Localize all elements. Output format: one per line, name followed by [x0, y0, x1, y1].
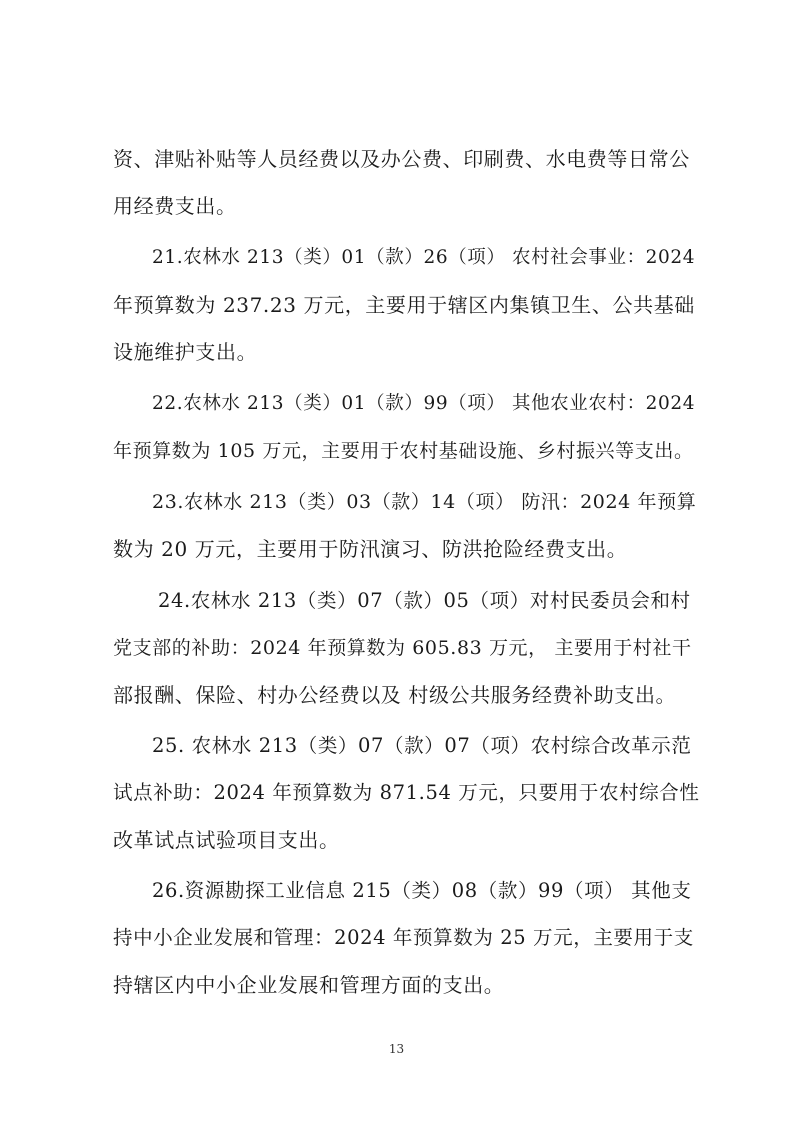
text-line: 部报酬、保险、村办公经费以及 村级公共服务经费补助支出。 — [113, 683, 677, 707]
text-line: 26.资源勘探工业信息 215（类）08（款）99（项） 其他支 — [152, 879, 692, 902]
text-line: 党支部的补助：2024 年预算数为 605.83 万元， 主要用于村社干 — [113, 637, 692, 659]
text-line: 25. 农林水 213（类）07（款）07（项）农村综合改革示范 — [152, 734, 692, 757]
text-line: 设施维护支出。 — [113, 340, 258, 364]
text-line: 21.农林水 213（类）01（款）26（项） 农村社会事业：2024 — [152, 247, 696, 268]
text-line: 22.农林水 213（类）01（款）99（项） 其他农业农村：2024 — [152, 393, 696, 414]
text-line: 23.农林水 213（类）03（款）14（项） 防汛：2024 年预算 — [152, 491, 697, 513]
text-line: 改革试点试验项目支出。 — [113, 828, 340, 852]
page-number: 13 — [388, 1042, 405, 1056]
text-line: 24.农林水 213（类）07（款）05（项）对村民委员会和村 — [158, 589, 691, 612]
text-line: 持中小企业发展和管理：2024 年预算数为 25 万元，主要用于支 — [113, 926, 694, 949]
text-line: 资、津贴补贴等人员经费以及办公费、印刷费、水电费等日常公 — [113, 147, 690, 171]
text-line: 试点补助：2024 年预算数为 871.54 万元，只要用于农村综合性 — [113, 781, 700, 804]
text-line: 年预算数为 237.23 万元，主要用于辖区内集镇卫生、公共基础 — [113, 293, 695, 317]
text-line: 数为 20 万元，主要用于防汛演习、防洪抢险经费支出。 — [113, 537, 628, 561]
text-line: 年预算数为 105 万元，主要用于农村基础设施、乡村振兴等支出。 — [113, 440, 694, 462]
text-line: 用经费支出。 — [113, 194, 237, 218]
text-line: 持辖区内中小企业发展和管理方面的支出。 — [113, 973, 505, 997]
